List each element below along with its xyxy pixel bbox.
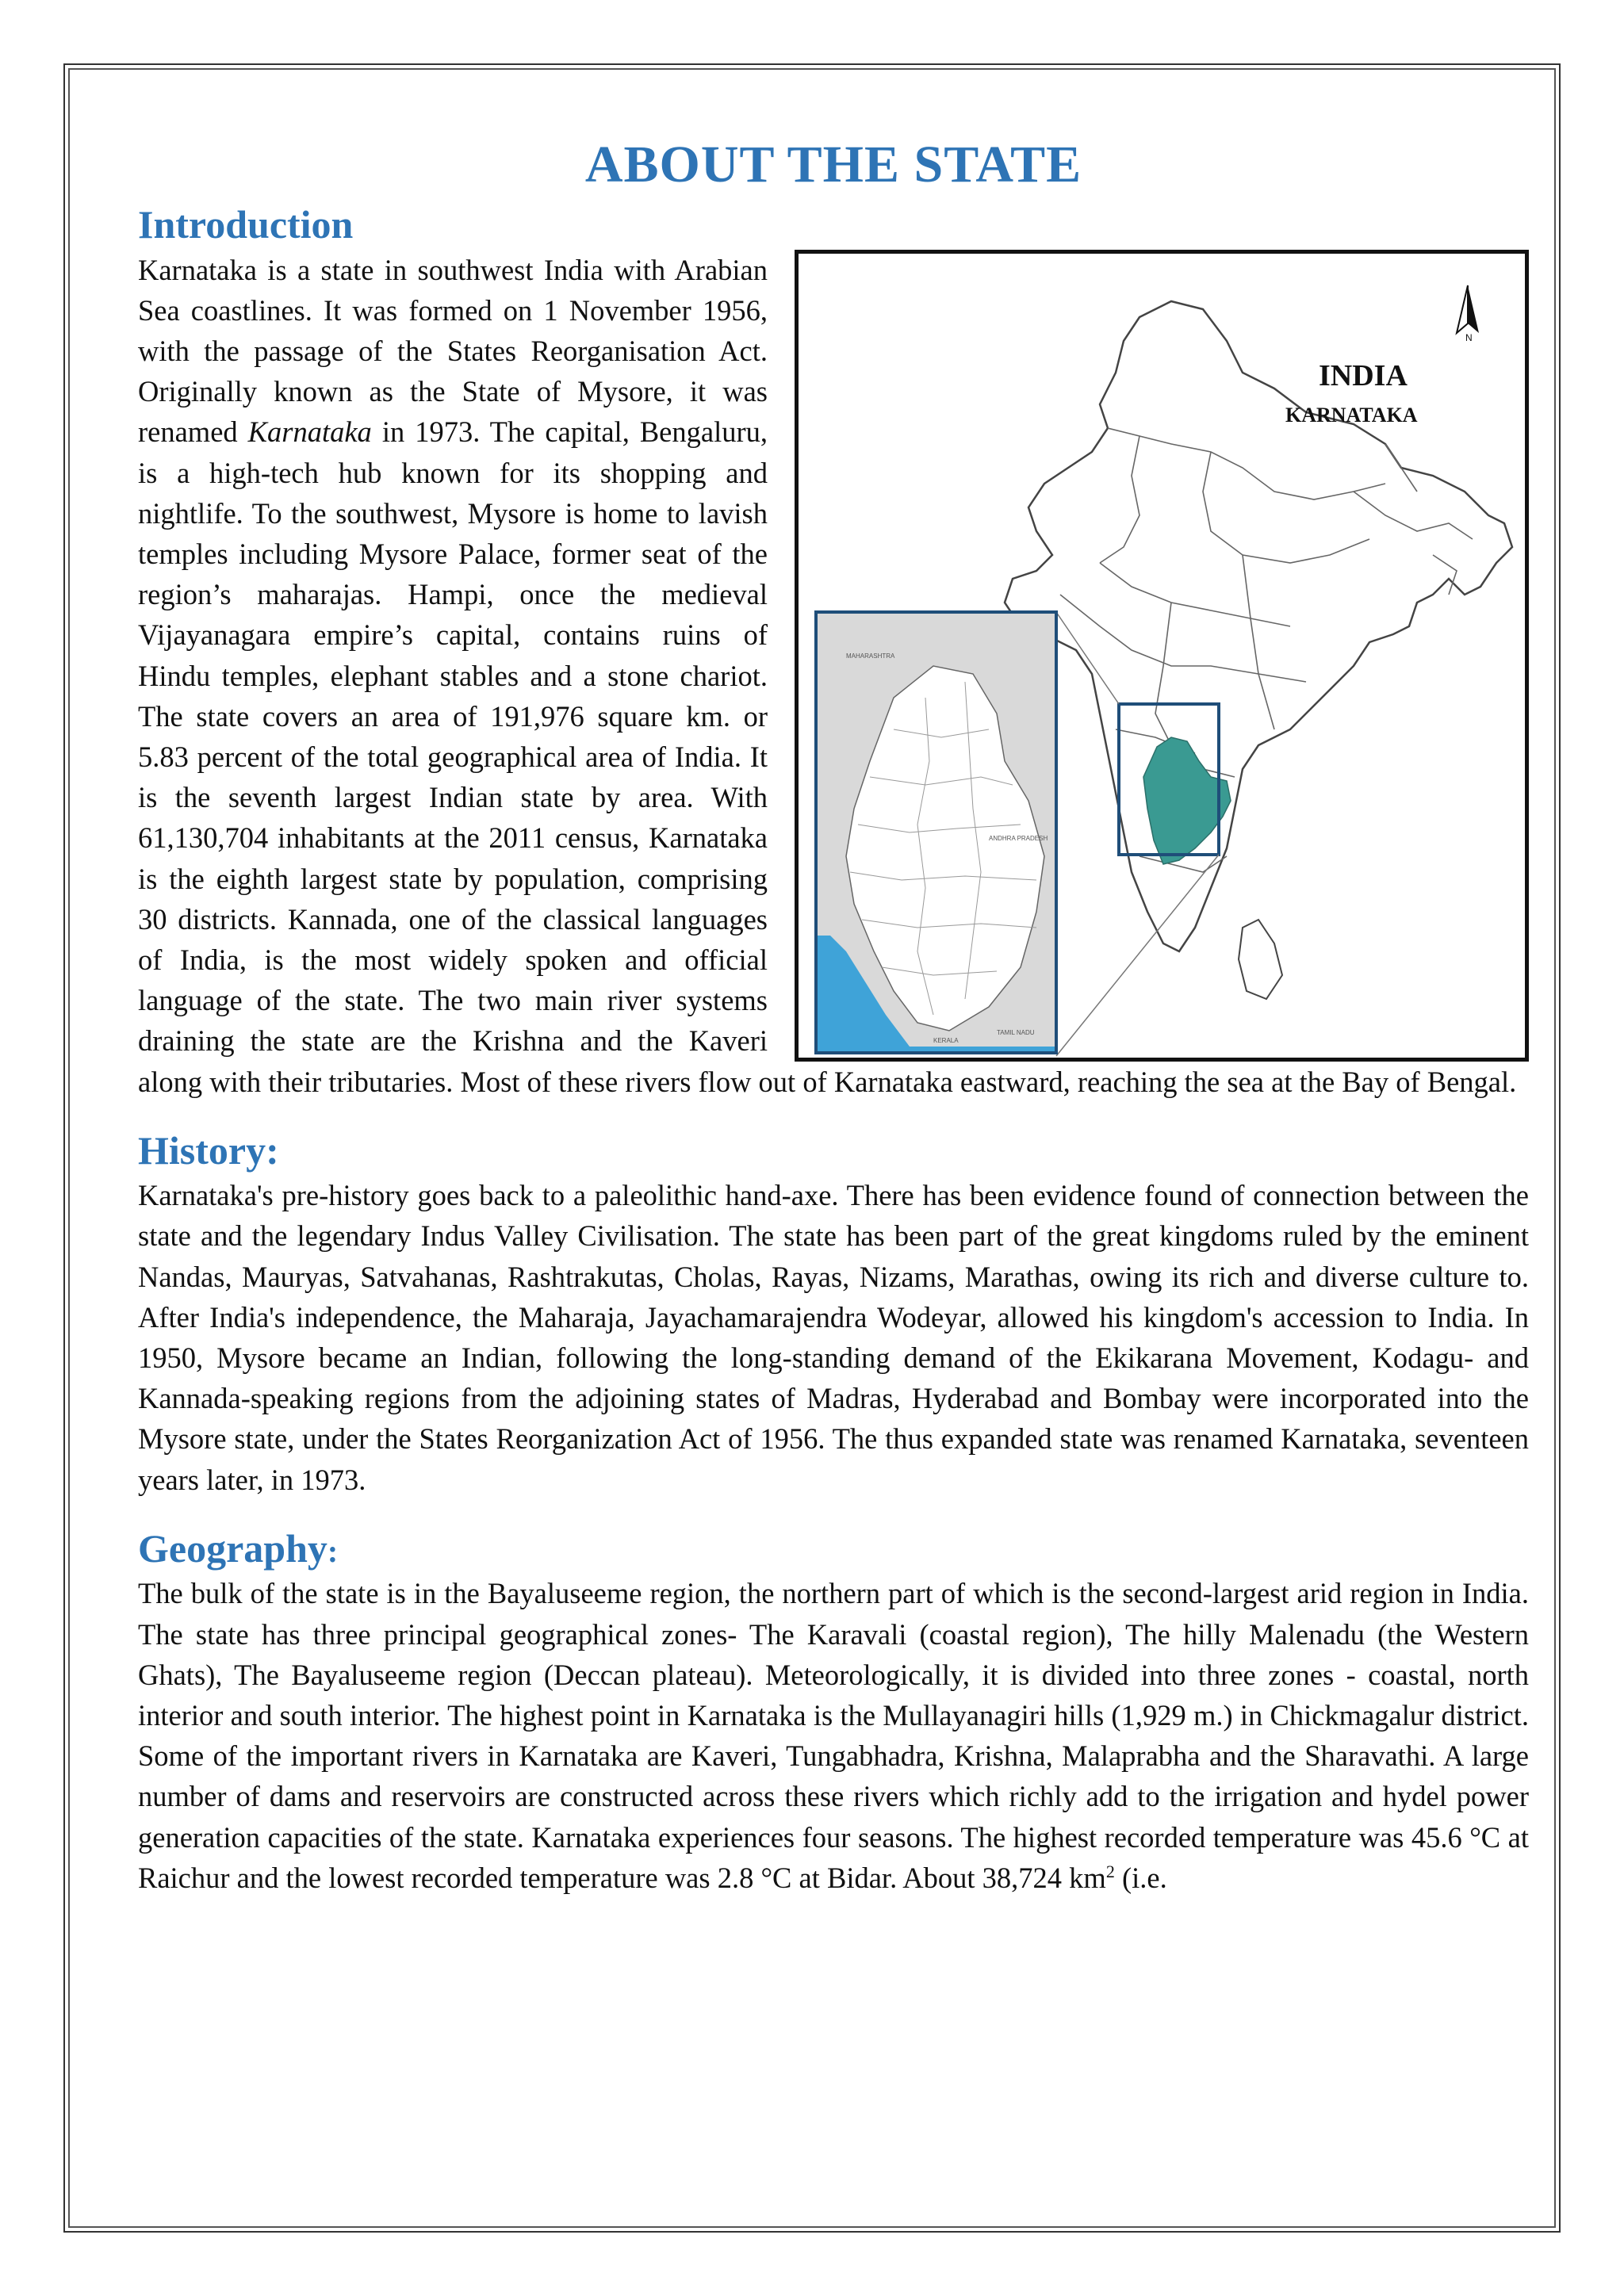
intro-text-part-2: in 1973. The capital, Bengaluru, is a high-tech hub known for its shopping and nightlife. To the southwest, Mysore is home to lavish temples including Mysore Palace, former seat of the region’s maharajas. Hampi, once the medieval Vijayanagara empire’s capital, contains ruins of Hindu temples, elephant stables and a stone chariot. The state covers an area of 191,976 square km. or 5.83 percent of the total geographical area of India. It is the seventh largest Indian state by area. With 61,130,704 inhabitants at the 2011 census, Karnataka is the eighth largest state by population, comprising 30 districts. Kannada, one of the classical languages of India, is the most widely spoken and official language of the state. The two main river systems draining the state are the Krishna and the Kaveri along with their tributaries. Most of these rivers flow out of Karnataka eastward, reaching the sea at the Bay of Bengal. <box>138 415 1517 1098</box>
geography-superscript: 2 <box>1105 1861 1115 1881</box>
intro-text-part-1: Karnataka is a state in southwest India with Arabian Sea coastlines. It was formed on 1 November 1956, with the passage of the States Reorganisation Act. Originally known as the State of Mysore, it was renamed <box>138 253 768 449</box>
geography-heading <box>138 1524 1529 1574</box>
india-karnataka-map <box>795 250 1529 1062</box>
history-section <box>138 1126 1529 1500</box>
north-arrow-icon <box>1457 285 1479 343</box>
geography-text-tail: (i.e. <box>1114 1861 1167 1894</box>
geography-text-main: The bulk of the state is in the Bayaluseeme region, the northern part of which is the second-largest arid region in India. The state has three principal geographical zones- The Karavali (coastal region), The hilly Malenadu (the Western Ghats), The Bayaluseeme region (Deccan plateau). Meteorologically, it is divided into three zones - coastal, north interior and south interior. The highest point in Karnataka is the Mullayanagiri hills (1,929 m.) in Chickmagalur district. Some of the important rivers in Karnataka are Kaveri, Tungabhadra, Krishna, Malaprabha and the Sharavathi. A large number of dams and reservoirs are constructed across these rivers which richly add to the irrigation and hydel power generation capacities of the state. Karnataka experiences four seasons. The highest recorded temperature was 45.6 °C at Raichur and the lowest recorded temperature was 2.8 °C at Bidar. About 38,724 km <box>138 1577 1529 1894</box>
map-label-karnataka: KARNATAKA <box>1285 403 1418 427</box>
north-label: N <box>1465 331 1473 343</box>
map-graphic <box>799 254 1525 1058</box>
document-body <box>138 135 1529 1898</box>
connector-line-top <box>1056 612 1119 704</box>
inset-label-andhra-pradesh: ANDHRA PRADESH <box>989 834 1048 842</box>
introduction-section <box>138 200 1529 1102</box>
geography-heading-text: Geography <box>138 1525 327 1571</box>
introduction-heading: Introduction <box>138 202 354 247</box>
karnataka-inset-map <box>816 612 1056 1053</box>
geography-section <box>138 1524 1529 1898</box>
state-borders <box>1060 428 1473 872</box>
inset-label-tamil-nadu: TAMIL NADU <box>997 1028 1035 1036</box>
page-title: ABOUT THE STATE <box>584 136 1082 193</box>
map-label-india: INDIA <box>1319 358 1408 392</box>
inset-label-kerala: KERALA <box>933 1036 959 1044</box>
inset-label-maharashtra: MAHARASHTRA <box>846 652 895 660</box>
history-paragraph: Karnataka's pre-history goes back to a paleolithic hand-axe. There has been evidence found of connection between the state and the legendary Indus Valley Civilisation. The state has been part of the great kingdoms ruled by the eminent Nandas, Mauryas, Satvahanas, Rashtrakutas, Cholas, Rayas, Nizams, Marathas, owing its rich and diverse culture to. After India's independence, the Maharaja, Jayachamarajendra Wodeyar, allowed his kingdom's accession to India. In 1950, Mysore became an Indian, following the long-standing demand of the Ekikarana Movement, Kodagu- and Kannada-speaking regions from the adjoining states of Madras, Hyderabad and Bombay were incorporated into the Mysore state, under the States Reorganization Act of 1956. The thus expanded state was renamed Karnataka, seventeen years later, in 1973. <box>138 1179 1529 1496</box>
sri-lanka-outline <box>1239 920 1282 999</box>
history-heading: History: <box>138 1127 279 1173</box>
india-outline <box>1005 301 1512 951</box>
geography-paragraph <box>138 1573 1529 1898</box>
geography-heading-punct: : <box>327 1533 339 1569</box>
intro-italic-karnataka: Karnataka <box>247 415 372 449</box>
